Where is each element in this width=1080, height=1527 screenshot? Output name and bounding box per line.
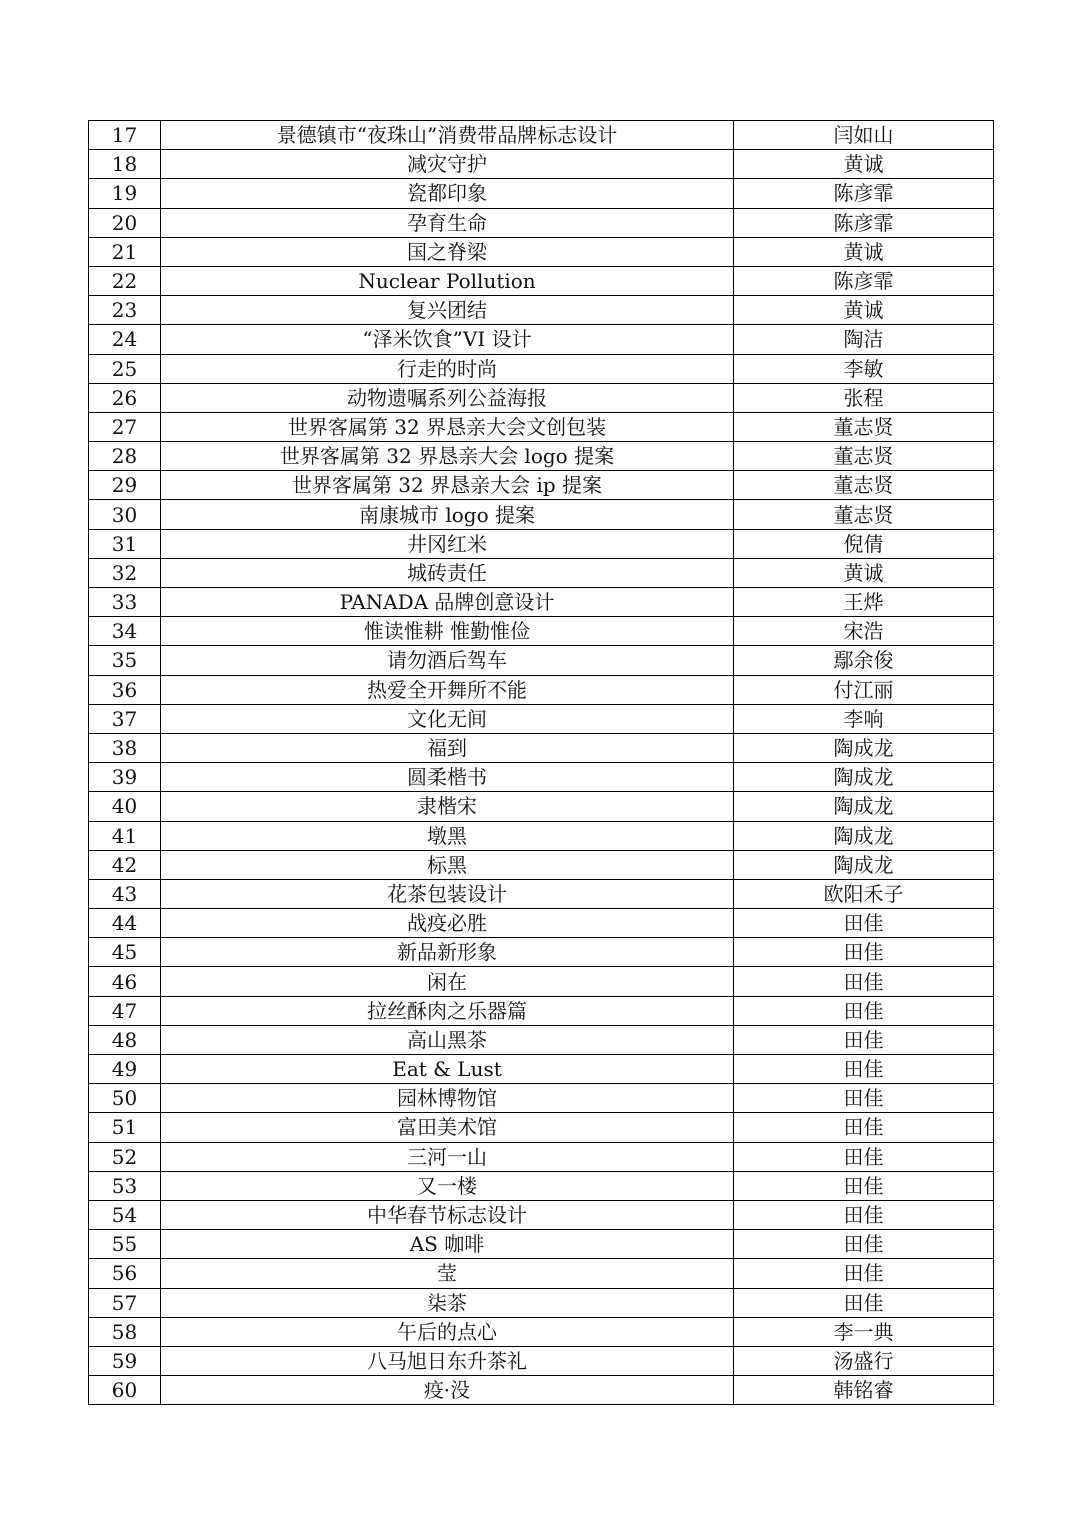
table-row [89, 1171, 994, 1200]
author-name-cell: 陶成龙 [734, 792, 994, 821]
row-number-cell: 45 [89, 938, 161, 967]
author-name-cell: 陶洁 [734, 325, 994, 354]
row-number-cell: 28 [89, 442, 161, 471]
table-row [89, 792, 994, 821]
work-title-cell: 井冈红米 [161, 529, 734, 558]
table-row [89, 383, 994, 412]
author-name-cell: 韩铭睿 [734, 1376, 994, 1405]
work-title-cell: 减灾守护 [161, 150, 734, 179]
author-name-cell: 田佳 [734, 1113, 994, 1142]
work-title-cell: 国之脊梁 [161, 237, 734, 266]
row-number-cell: 47 [89, 996, 161, 1025]
author-name-cell: 李一典 [734, 1317, 994, 1346]
table-row [89, 179, 994, 208]
author-name-cell: 董志贤 [734, 412, 994, 441]
work-title-cell: Nuclear Pollution [161, 266, 734, 295]
work-title-cell: AS 咖啡 [161, 1230, 734, 1259]
row-number-cell: 27 [89, 412, 161, 441]
work-title-cell: 富田美术馆 [161, 1113, 734, 1142]
author-name-cell: 欧阳禾子 [734, 879, 994, 908]
table-row [89, 150, 994, 179]
work-title-cell: 圆柔楷书 [161, 763, 734, 792]
row-number-cell: 30 [89, 500, 161, 529]
row-number-cell: 49 [89, 1055, 161, 1084]
row-number-cell: 48 [89, 1025, 161, 1054]
work-title-cell: 世界客属第 32 界恳亲大会文创包装 [161, 412, 734, 441]
row-number-cell: 60 [89, 1376, 161, 1405]
work-title-cell: 战疫必胜 [161, 909, 734, 938]
author-name-cell: 田佳 [734, 1171, 994, 1200]
table-row [89, 208, 994, 237]
author-name-cell: 田佳 [734, 1259, 994, 1288]
author-name-cell: 黄诚 [734, 558, 994, 587]
row-number-cell: 59 [89, 1346, 161, 1375]
work-title-cell: PANADA 品牌创意设计 [161, 588, 734, 617]
author-name-cell: 宋浩 [734, 617, 994, 646]
table-row [89, 442, 994, 471]
work-title-cell: 请勿酒后驾车 [161, 646, 734, 675]
author-name-cell: 李敏 [734, 354, 994, 383]
work-title-cell: 三河一山 [161, 1142, 734, 1171]
work-title-cell: 花茶包装设计 [161, 879, 734, 908]
work-title-cell: 世界客属第 32 界恳亲大会 logo 提案 [161, 442, 734, 471]
author-name-cell: 李响 [734, 704, 994, 733]
row-number-cell: 34 [89, 617, 161, 646]
row-number-cell: 40 [89, 792, 161, 821]
work-title-cell: Eat & Lust [161, 1055, 734, 1084]
work-title-cell: 标黑 [161, 850, 734, 879]
table-row [89, 1113, 994, 1142]
table-row [89, 1317, 994, 1346]
table-row [89, 1142, 994, 1171]
row-number-cell: 54 [89, 1200, 161, 1229]
author-name-cell: 陈彦霏 [734, 208, 994, 237]
row-number-cell: 41 [89, 821, 161, 850]
work-title-cell: 又一楼 [161, 1171, 734, 1200]
table-row [89, 1346, 994, 1375]
table-row [89, 879, 994, 908]
table-row [89, 558, 994, 587]
work-title-cell: 隶楷宋 [161, 792, 734, 821]
work-title-cell: 高山黑茶 [161, 1025, 734, 1054]
author-name-cell: 汤盛行 [734, 1346, 994, 1375]
row-number-cell: 33 [89, 588, 161, 617]
table-row [89, 529, 994, 558]
row-number-cell: 35 [89, 646, 161, 675]
row-number-cell: 22 [89, 266, 161, 295]
table-row [89, 763, 994, 792]
work-title-cell: 福到 [161, 733, 734, 762]
row-number-cell: 25 [89, 354, 161, 383]
work-title-cell: 闲在 [161, 967, 734, 996]
author-name-cell: 田佳 [734, 1055, 994, 1084]
table-row [89, 266, 994, 295]
table-row [89, 733, 994, 762]
author-name-cell: 倪倩 [734, 529, 994, 558]
row-number-cell: 32 [89, 558, 161, 587]
row-number-cell: 50 [89, 1084, 161, 1113]
author-name-cell: 董志贤 [734, 500, 994, 529]
work-title-cell: 文化无间 [161, 704, 734, 733]
author-name-cell: 黄诚 [734, 150, 994, 179]
work-title-cell: 拉丝酥肉之乐器篇 [161, 996, 734, 1025]
row-number-cell: 56 [89, 1259, 161, 1288]
author-name-cell: 张程 [734, 383, 994, 412]
table-row [89, 704, 994, 733]
work-title-cell: “泽米饮食”VI 设计 [161, 325, 734, 354]
row-number-cell: 29 [89, 471, 161, 500]
work-title-cell: 惟读惟耕 惟勤惟俭 [161, 617, 734, 646]
table-row [89, 1084, 994, 1113]
row-number-cell: 43 [89, 879, 161, 908]
author-name-cell: 陈彦霏 [734, 266, 994, 295]
author-name-cell: 田佳 [734, 1025, 994, 1054]
row-number-cell: 23 [89, 296, 161, 325]
works-table [88, 120, 994, 1405]
work-title-cell: 景德镇市“夜珠山”消费带品牌标志设计 [161, 121, 734, 150]
table-row [89, 588, 994, 617]
row-number-cell: 53 [89, 1171, 161, 1200]
table-row [89, 296, 994, 325]
row-number-cell: 52 [89, 1142, 161, 1171]
work-title-cell: 行走的时尚 [161, 354, 734, 383]
table-row [89, 646, 994, 675]
work-title-cell: 柒茶 [161, 1288, 734, 1317]
author-name-cell: 田佳 [734, 967, 994, 996]
author-name-cell: 陶成龙 [734, 733, 994, 762]
work-title-cell: 热爱全开舞所不能 [161, 675, 734, 704]
table-row [89, 617, 994, 646]
author-name-cell: 陶成龙 [734, 850, 994, 879]
table-row [89, 996, 994, 1025]
author-name-cell: 鄢余俊 [734, 646, 994, 675]
work-title-cell: 城砖责任 [161, 558, 734, 587]
table-row [89, 1230, 994, 1259]
table-row [89, 471, 994, 500]
author-name-cell: 黄诚 [734, 237, 994, 266]
row-number-cell: 17 [89, 121, 161, 150]
author-name-cell: 田佳 [734, 1200, 994, 1229]
works-table-body [89, 121, 994, 1405]
table-row [89, 1055, 994, 1084]
table-row [89, 1200, 994, 1229]
row-number-cell: 36 [89, 675, 161, 704]
row-number-cell: 31 [89, 529, 161, 558]
row-number-cell: 55 [89, 1230, 161, 1259]
table-row [89, 412, 994, 441]
work-title-cell: 动物遗嘱系列公益海报 [161, 383, 734, 412]
work-title-cell: 新品新形象 [161, 938, 734, 967]
row-number-cell: 38 [89, 733, 161, 762]
table-row [89, 1376, 994, 1405]
row-number-cell: 44 [89, 909, 161, 938]
work-title-cell: 世界客属第 32 界恳亲大会 ip 提案 [161, 471, 734, 500]
author-name-cell: 田佳 [734, 909, 994, 938]
table-row [89, 909, 994, 938]
work-title-cell: 南康城市 logo 提案 [161, 500, 734, 529]
author-name-cell: 田佳 [734, 938, 994, 967]
table-row [89, 354, 994, 383]
row-number-cell: 37 [89, 704, 161, 733]
table-row [89, 1025, 994, 1054]
work-title-cell: 复兴团结 [161, 296, 734, 325]
table-row [89, 938, 994, 967]
table-row [89, 121, 994, 150]
author-name-cell: 付江丽 [734, 675, 994, 704]
work-title-cell: 午后的点心 [161, 1317, 734, 1346]
table-row [89, 237, 994, 266]
author-name-cell: 陶成龙 [734, 821, 994, 850]
work-title-cell: 墩黑 [161, 821, 734, 850]
table-row [89, 1259, 994, 1288]
row-number-cell: 18 [89, 150, 161, 179]
work-title-cell: 疫·没 [161, 1376, 734, 1405]
row-number-cell: 51 [89, 1113, 161, 1142]
row-number-cell: 19 [89, 179, 161, 208]
table-row [89, 500, 994, 529]
table-row [89, 1288, 994, 1317]
row-number-cell: 57 [89, 1288, 161, 1317]
row-number-cell: 24 [89, 325, 161, 354]
author-name-cell: 陈彦霏 [734, 179, 994, 208]
work-title-cell: 八马旭日东升茶礼 [161, 1346, 734, 1375]
author-name-cell: 田佳 [734, 996, 994, 1025]
row-number-cell: 26 [89, 383, 161, 412]
author-name-cell: 田佳 [734, 1288, 994, 1317]
work-title-cell: 孕育生命 [161, 208, 734, 237]
author-name-cell: 黄诚 [734, 296, 994, 325]
row-number-cell: 46 [89, 967, 161, 996]
work-title-cell: 瓷都印象 [161, 179, 734, 208]
work-title-cell: 莹 [161, 1259, 734, 1288]
author-name-cell: 田佳 [734, 1230, 994, 1259]
author-name-cell: 董志贤 [734, 471, 994, 500]
table-row [89, 821, 994, 850]
work-title-cell: 园林博物馆 [161, 1084, 734, 1113]
author-name-cell: 王烨 [734, 588, 994, 617]
author-name-cell: 陶成龙 [734, 763, 994, 792]
row-number-cell: 21 [89, 237, 161, 266]
author-name-cell: 闫如山 [734, 121, 994, 150]
author-name-cell: 田佳 [734, 1084, 994, 1113]
row-number-cell: 42 [89, 850, 161, 879]
author-name-cell: 董志贤 [734, 442, 994, 471]
author-name-cell: 田佳 [734, 1142, 994, 1171]
table-row [89, 850, 994, 879]
table-row [89, 675, 994, 704]
row-number-cell: 58 [89, 1317, 161, 1346]
row-number-cell: 20 [89, 208, 161, 237]
row-number-cell: 39 [89, 763, 161, 792]
table-row [89, 967, 994, 996]
table-row [89, 325, 994, 354]
work-title-cell: 中华春节标志设计 [161, 1200, 734, 1229]
